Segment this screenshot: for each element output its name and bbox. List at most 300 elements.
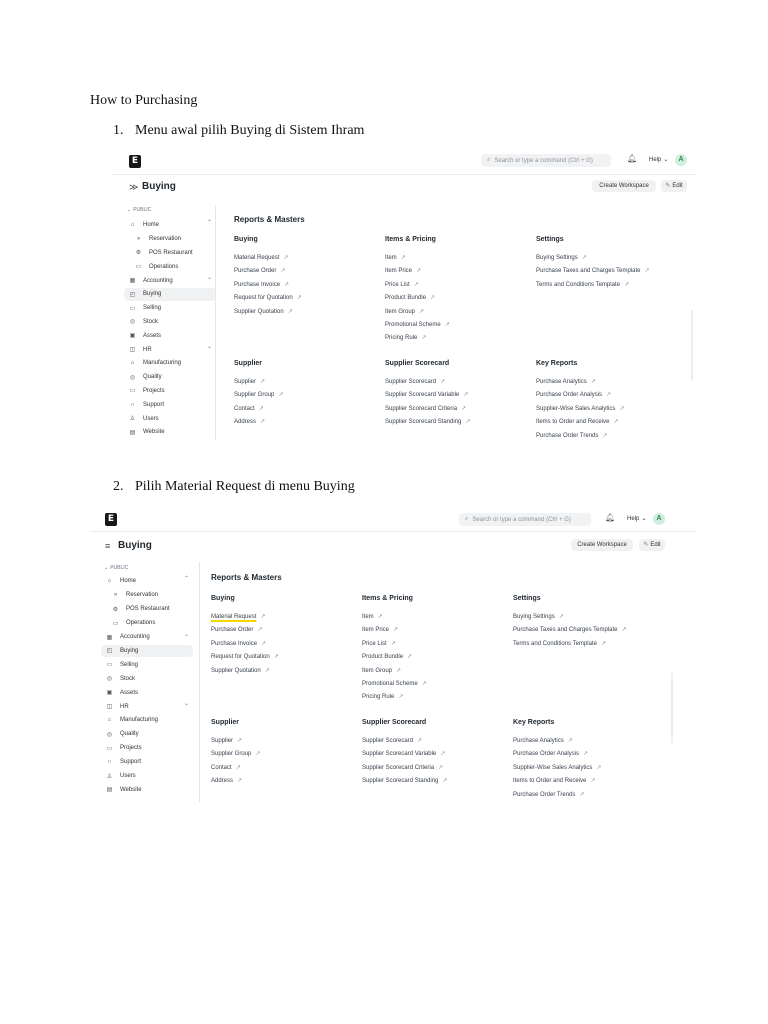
section-title-settings: Settings (513, 595, 541, 602)
screenshot-step-1 (113, 148, 695, 440)
link-label: Address (234, 419, 257, 426)
gear-icon: ⚙ (135, 250, 142, 257)
sidebar-item-label: Accounting (143, 277, 173, 284)
link-price-list[interactable] (385, 281, 419, 288)
link-label: Purchase Order Trends (536, 432, 599, 439)
link-label: Product Bundle (385, 295, 427, 302)
link-label: Supplier (211, 738, 234, 744)
arrow-up-right-icon: ↗ (590, 379, 596, 385)
sidebar-item-accounting[interactable] (124, 274, 216, 287)
arrow-up-right-icon: ↗ (407, 654, 413, 661)
link-label: Promotional Scheme (385, 322, 441, 328)
sidebar-item-label: Assets (120, 689, 139, 696)
quality-icon: ◎ (129, 374, 136, 381)
arrow-up-right-icon: ↗ (421, 335, 427, 342)
link-address[interactable] (234, 418, 265, 425)
arrow-up-right-icon: ↗ (237, 738, 243, 744)
link-label: Product Bundle (362, 654, 404, 661)
link-terms-and-conditions-template[interactable] (536, 281, 629, 288)
step-1 (113, 123, 364, 139)
edit-button[interactable] (639, 539, 665, 551)
section-title-settings: Settings (536, 236, 564, 243)
stock-icon: ◎ (129, 319, 136, 326)
link-item-group[interactable] (385, 308, 424, 315)
link-label: Purchase Order Analysis (536, 392, 603, 399)
sidebar-item-label: Operations (149, 263, 179, 270)
assets-icon: ▣ (129, 333, 136, 340)
selling-icon: ▭ (129, 305, 136, 312)
link-purchase-order-analysis[interactable] (536, 391, 611, 398)
gear-icon: ⚙ (112, 606, 119, 613)
arrow-up-right-icon: ↗ (430, 295, 436, 302)
link-terms-and-conditions-template[interactable] (513, 640, 606, 647)
arrow-up-right-icon: ↗ (606, 392, 612, 399)
link-purchase-taxes-and-charges-template[interactable] (513, 626, 627, 633)
edit-label: Edit (672, 183, 683, 189)
sidebar-item-selling[interactable] (124, 302, 216, 315)
link-request-for-quotation[interactable] (211, 653, 279, 660)
arrow-up-right-icon: ↗ (602, 432, 608, 439)
bell-icon[interactable]: 🔔︎ (627, 154, 638, 163)
chevron-down-icon[interactable]: ⌄ (183, 631, 189, 638)
headset-icon: ∩ (130, 401, 135, 408)
bell-icon[interactable]: 🔔︎ (605, 513, 616, 522)
link-promotional-scheme[interactable] (385, 321, 450, 328)
sidebar-item-label: Support (120, 759, 142, 766)
arrow-up-right-icon: ↗ (280, 268, 286, 275)
sidebar-item-label: Support (143, 401, 165, 408)
app-logo[interactable]: E (105, 513, 117, 526)
page-title: Buying (142, 181, 176, 192)
sidebar-item-manufacturing[interactable] (101, 714, 193, 727)
scrollbar[interactable] (691, 310, 693, 380)
chevron-down-icon[interactable]: ⌄ (183, 701, 189, 708)
edit-button[interactable] (661, 180, 687, 192)
sidebar-item-assets[interactable] (101, 686, 193, 699)
link-label: Purchase Analytics (536, 379, 587, 385)
link-label: Supplier Quotation (234, 308, 284, 315)
sidebar-item-label: HR (120, 703, 129, 710)
sidebar-item-users[interactable] (101, 770, 193, 783)
link-label: Supplier-Wise Sales Analytics (513, 764, 593, 771)
link-request-for-quotation[interactable] (234, 294, 302, 301)
card-title: Reports & Masters (234, 215, 305, 224)
buying-icon: ◰ (106, 648, 113, 655)
arrow-up-right-icon: ↗ (237, 778, 243, 785)
link-purchase-order[interactable] (234, 267, 285, 274)
arrow-up-right-icon: ↗ (621, 627, 627, 634)
arrow-up-right-icon: ↗ (623, 281, 629, 288)
chevrons-icon: » (113, 592, 118, 599)
arrow-up-right-icon: ↗ (416, 268, 422, 275)
document-title: How to Purchasing (90, 93, 198, 108)
link-purchase-order-trends[interactable] (536, 432, 607, 439)
search-input[interactable] (481, 154, 611, 167)
link-label: Supplier Scorecard Criteria (385, 405, 458, 412)
link-supplier[interactable] (211, 737, 242, 744)
link-item-price[interactable] (385, 267, 421, 274)
link-label: Purchase Analytics (513, 738, 564, 744)
link-label: Buying Settings (536, 255, 578, 261)
chevron-down-icon: ⌄ (127, 207, 132, 213)
sidebar-item-pos-restaurant[interactable] (130, 247, 216, 260)
sidebar-item-label: Assets (143, 332, 162, 339)
sidebar-divider (215, 205, 216, 440)
link-label: Contact (234, 405, 255, 412)
step-1-number: 1. (113, 123, 124, 138)
link-purchase-taxes-and-charges-template[interactable] (536, 267, 650, 274)
link-items-to-order-and-receive[interactable] (536, 418, 618, 425)
section-title-items-pricing: Items & Pricing (362, 595, 413, 602)
arrow-up-right-icon: ↗ (442, 778, 448, 785)
sidebar-item-label: Buying (120, 647, 139, 654)
help-menu[interactable] (627, 515, 646, 522)
sidebar-item-label: Website (143, 429, 165, 436)
arrow-up-right-icon: ↗ (235, 764, 241, 771)
page-title: Buying (118, 540, 152, 551)
sidebar-item-label: Selling (120, 661, 139, 668)
link-supplier-group[interactable] (234, 391, 283, 398)
sidebar-item-stock[interactable] (101, 672, 193, 685)
arrow-up-right-icon: ↗ (613, 419, 619, 426)
link-label: Supplier Scorecard Variable (385, 392, 460, 399)
chevron-down-icon: ⌄ (663, 157, 669, 163)
section-title-supplier: Supplier (234, 360, 263, 367)
section-title-supplier: Supplier (211, 719, 240, 726)
arrow-up-right-icon: ↗ (393, 627, 399, 634)
link-label: Supplier Scorecard Standing (362, 778, 439, 785)
arrow-up-right-icon: ↗ (258, 405, 264, 412)
app-logo[interactable]: E (129, 155, 141, 168)
chevron-up-icon[interactable]: ⌃ (206, 220, 212, 226)
search-icon: ⌕ (487, 157, 491, 163)
link-label: Purchase Order Analysis (513, 751, 580, 758)
edit-label: Edit (650, 542, 661, 548)
link-purchase-analytics[interactable] (536, 378, 596, 385)
arrow-up-right-icon: ↗ (419, 308, 425, 315)
arrow-up-right-icon: ↗ (264, 667, 270, 674)
link-product-bundle[interactable] (385, 294, 435, 301)
create-workspace-button[interactable]: Create Workspace (592, 180, 656, 192)
sidebar-item-home[interactable] (124, 219, 216, 232)
section-title-key-reports: Key Reports (536, 360, 578, 367)
sidebar-public-label: PUBLIC (110, 565, 129, 571)
sidebar-item-home[interactable] (101, 575, 193, 588)
arrow-up-right-icon: ↗ (463, 392, 469, 399)
link-label: Purchase Invoice (234, 281, 281, 288)
link-buying-settings[interactable] (513, 613, 564, 620)
avatar[interactable]: A (675, 154, 687, 166)
hr-icon: ◫ (129, 347, 136, 354)
arrow-up-right-icon: ↗ (590, 778, 596, 785)
scrollbar[interactable] (671, 673, 673, 743)
link-price-list[interactable] (362, 640, 396, 647)
help-menu[interactable] (649, 156, 668, 163)
arrow-up-right-icon: ↗ (284, 281, 290, 288)
arrow-up-right-icon: ↗ (257, 627, 263, 634)
chevron-down-icon[interactable]: ⌄ (206, 275, 212, 282)
sidebar-item-website[interactable] (124, 426, 216, 439)
projects-icon: ▭ (129, 388, 136, 395)
link-contact[interactable] (211, 764, 241, 771)
link-label: Item Price (362, 627, 390, 634)
link-label: Item (362, 614, 374, 620)
sidebar-item-manufacturing[interactable] (124, 357, 216, 370)
link-purchase-order[interactable] (211, 626, 262, 633)
link-supplier-wise-sales-analytics[interactable] (513, 764, 601, 771)
sidebar-item-support[interactable] (124, 398, 216, 411)
link-supplier-wise-sales-analytics[interactable] (536, 405, 624, 412)
link-supplier-scorecard-standing[interactable] (385, 418, 470, 425)
arrow-up-right-icon: ↗ (396, 667, 402, 674)
link-label: Promotional Scheme (362, 681, 418, 687)
link-item-price[interactable] (362, 626, 398, 633)
step-2-text: Pilih Material Request di menu Buying (135, 479, 355, 494)
selling-icon: ▭ (106, 662, 113, 669)
users-icon: ♙ (106, 773, 113, 780)
chevron-down-icon[interactable]: ⌄ (206, 344, 212, 351)
sidebar-item-buying[interactable] (101, 645, 193, 658)
sidebar-item-reservation[interactable] (130, 233, 216, 246)
section-title-key-reports: Key Reports (513, 719, 555, 726)
sidebar-item-quality[interactable] (101, 728, 193, 741)
link-label: Supplier Quotation (211, 667, 261, 674)
sidebar-item-stock[interactable] (124, 316, 216, 329)
arrow-up-right-icon: ↗ (260, 419, 266, 426)
search-placeholder: Search or type a command (Ctrl + G) (472, 516, 571, 523)
arrow-up-right-icon: ↗ (296, 295, 302, 302)
sidebar-item-hr[interactable] (101, 700, 193, 713)
step-2 (113, 479, 355, 495)
sidebar-item-label: Buying (143, 291, 162, 298)
sidebar-item-assets[interactable] (124, 329, 216, 342)
sidebar-section-public (104, 565, 128, 571)
step-1-text: Menu awal pilih Buying di Sistem Ihram (135, 123, 365, 138)
sidebar-section-public (127, 207, 151, 213)
stock-icon: ◎ (106, 676, 113, 683)
factory-icon: ⌂ (130, 360, 135, 367)
link-pricing-rule[interactable] (362, 693, 403, 700)
link-label: Terms and Conditions Template (536, 281, 620, 288)
sidebar (113, 148, 213, 440)
sidebar-item-accounting[interactable] (101, 631, 193, 644)
sidebar-item-label: Home (120, 578, 137, 585)
sidebar-item-hr[interactable] (124, 343, 216, 356)
sidebar-item-label: Users (143, 415, 159, 422)
link-label: Request for Quotation (211, 654, 270, 661)
calculator-icon: ▦ (129, 278, 136, 285)
sidebar-item-reservation[interactable] (107, 589, 193, 602)
link-supplier-group[interactable] (211, 750, 260, 757)
link-purchase-order-trends[interactable] (513, 791, 584, 798)
sidebar-item-label: Selling (143, 305, 162, 312)
sidebar-item-label: Projects (120, 745, 142, 752)
sidebar-item-label: Users (120, 773, 136, 780)
link-label: Request for Quotation (234, 295, 293, 302)
sidebar-item-selling[interactable] (101, 658, 193, 671)
link-contact[interactable] (234, 405, 264, 412)
chevron-down-icon: ⌄ (641, 516, 647, 522)
link-supplier-scorecard-variable[interactable] (362, 750, 445, 757)
link-label: Supplier Group (234, 392, 275, 399)
factory-icon: ⌂ (107, 717, 112, 724)
sidebar-item-buying[interactable] (124, 288, 216, 301)
link-label: Material Request (234, 255, 280, 261)
link-label: Price List (385, 281, 410, 288)
arrow-up-right-icon: ↗ (273, 654, 279, 661)
section-title-buying: Buying (211, 595, 235, 602)
link-material-request[interactable] (234, 254, 288, 261)
link-label: Purchase Taxes and Charges Template (536, 268, 641, 275)
link-label: Purchase Taxes and Charges Template (513, 627, 618, 634)
sidebar-item-label: Website (120, 786, 142, 793)
section-title-supplier-scorecard: Supplier Scorecard (385, 360, 450, 367)
arrow-up-right-icon: ↗ (579, 791, 585, 798)
arrow-up-right-icon: ↗ (260, 379, 266, 385)
arrow-up-right-icon: ↗ (558, 614, 564, 620)
search-icon: ⌕ (465, 516, 469, 522)
home-icon: ⌂ (107, 578, 112, 585)
link-supplier-scorecard[interactable] (362, 737, 422, 744)
edit-icon: ✎ (665, 183, 671, 189)
link-label: Item (385, 255, 397, 261)
link-pricing-rule[interactable] (385, 334, 426, 341)
section-title-items-pricing: Items & Pricing (385, 236, 436, 243)
link-supplier[interactable] (234, 378, 265, 385)
link-address[interactable] (211, 777, 242, 784)
sidebar-item-label: Projects (143, 387, 165, 394)
buying-icon: ◰ (129, 291, 136, 298)
arrow-up-right-icon: ↗ (465, 419, 471, 426)
screenshot-step-2 (90, 505, 696, 802)
sidebar-item-label: Quality (143, 374, 162, 381)
sidebar-item-support[interactable] (101, 756, 193, 769)
link-label: Items to Order and Receive (513, 778, 587, 785)
link-item[interactable] (362, 613, 383, 620)
chevrons-icon: » (136, 236, 141, 243)
link-label: Pricing Rule (362, 694, 395, 701)
link-supplier-scorecard-variable[interactable] (385, 391, 468, 398)
folder-icon: ▭ (135, 264, 142, 271)
sidebar-item-label: Reservation (149, 236, 182, 243)
link-label: Supplier-Wise Sales Analytics (536, 405, 616, 412)
link-label: Item Group (362, 667, 393, 674)
section-title-buying: Buying (234, 236, 258, 243)
sidebar-item-operations[interactable] (130, 260, 216, 273)
link-label: Contact (211, 764, 232, 771)
link-label: Address (211, 778, 234, 785)
arrow-up-right-icon: ↗ (390, 640, 396, 647)
sidebar-item-projects[interactable] (101, 742, 193, 755)
sidebar-item-projects[interactable] (124, 385, 216, 398)
edit-icon: ✎ (643, 542, 649, 548)
sidebar-item-label: Home (143, 222, 160, 229)
arrow-up-right-icon: ↗ (283, 255, 289, 261)
sidebar-item-label: Quality (120, 731, 139, 738)
arrow-up-right-icon: ↗ (398, 694, 404, 701)
sidebar-item-label: Stock (120, 675, 136, 682)
link-supplier-quotation[interactable] (211, 667, 270, 674)
link-purchase-invoice[interactable] (234, 281, 289, 288)
arrow-up-right-icon: ↗ (421, 681, 427, 687)
sidebar (90, 505, 194, 802)
create-workspace-button[interactable]: Create Workspace (571, 539, 633, 551)
link-purchase-order-analysis[interactable] (513, 750, 588, 757)
calculator-icon: ▦ (106, 634, 113, 641)
users-icon: ♙ (129, 416, 136, 423)
link-label: Pricing Rule (385, 335, 418, 342)
link-label: Purchase Order (211, 627, 254, 634)
hr-icon: ◫ (106, 704, 113, 711)
menu-icon[interactable]: ≡ (105, 541, 111, 551)
sidebar-item-label: Reservation (126, 592, 159, 599)
link-material-request[interactable] (211, 613, 265, 620)
arrow-up-right-icon: ↗ (444, 322, 450, 328)
link-label: Supplier Scorecard Criteria (362, 764, 435, 771)
sidebar-item-quality[interactable] (124, 371, 216, 384)
chevron-up-icon[interactable]: ⌃ (183, 576, 189, 582)
search-input[interactable] (459, 513, 591, 526)
link-supplier-scorecard-criteria[interactable] (362, 764, 443, 771)
arrow-up-right-icon: ↗ (417, 738, 423, 744)
arrow-up-right-icon: ↗ (413, 281, 419, 288)
arrow-up-right-icon: ↗ (400, 255, 406, 261)
double-chevron-icon[interactable]: ≫ (129, 182, 139, 192)
link-item[interactable] (385, 254, 406, 261)
arrow-up-right-icon: ↗ (440, 379, 446, 385)
link-purchase-invoice[interactable] (211, 640, 266, 647)
link-supplier-quotation[interactable] (234, 308, 293, 315)
projects-icon: ▭ (106, 745, 113, 752)
link-promotional-scheme[interactable] (362, 680, 427, 687)
link-supplier-scorecard-standing[interactable] (362, 777, 447, 784)
link-label: Purchase Order Trends (513, 791, 576, 798)
sidebar-item-website[interactable] (101, 784, 193, 797)
arrow-up-right-icon: ↗ (255, 751, 261, 758)
link-label: Buying Settings (513, 614, 555, 620)
home-icon: ⌂ (130, 222, 135, 229)
link-product-bundle[interactable] (362, 653, 412, 660)
sidebar-item-operations[interactable] (107, 617, 193, 630)
assets-icon: ▣ (106, 690, 113, 697)
arrow-up-right-icon: ↗ (287, 308, 293, 315)
chevron-down-icon: ⌄ (104, 565, 109, 571)
arrow-up-right-icon: ↗ (260, 614, 266, 620)
link-buying-settings[interactable] (536, 254, 587, 261)
sidebar-item-pos-restaurant[interactable] (107, 603, 193, 616)
link-item-group[interactable] (362, 667, 401, 674)
sidebar-item-label: Manufacturing (120, 717, 159, 724)
sidebar-item-users[interactable] (124, 412, 216, 425)
link-items-to-order-and-receive[interactable] (513, 777, 595, 784)
link-purchase-analytics[interactable] (513, 737, 573, 744)
website-icon: ▤ (129, 429, 136, 436)
avatar[interactable]: A (653, 513, 665, 525)
arrow-up-right-icon: ↗ (596, 764, 602, 771)
link-supplier-scorecard-criteria[interactable] (385, 405, 466, 412)
link-label: Item Group (385, 308, 416, 315)
link-supplier-scorecard[interactable] (385, 378, 445, 385)
link-label: Material Request (211, 614, 257, 620)
link-label: Supplier Scorecard (362, 738, 414, 744)
quality-icon: ◎ (106, 731, 113, 738)
sidebar-item-label: Accounting (120, 634, 150, 641)
help-label: Help (627, 516, 640, 522)
link-label: Supplier (234, 379, 257, 385)
website-icon: ▤ (106, 787, 113, 794)
folder-icon: ▭ (112, 620, 119, 627)
link-label: Item Price (385, 268, 413, 275)
